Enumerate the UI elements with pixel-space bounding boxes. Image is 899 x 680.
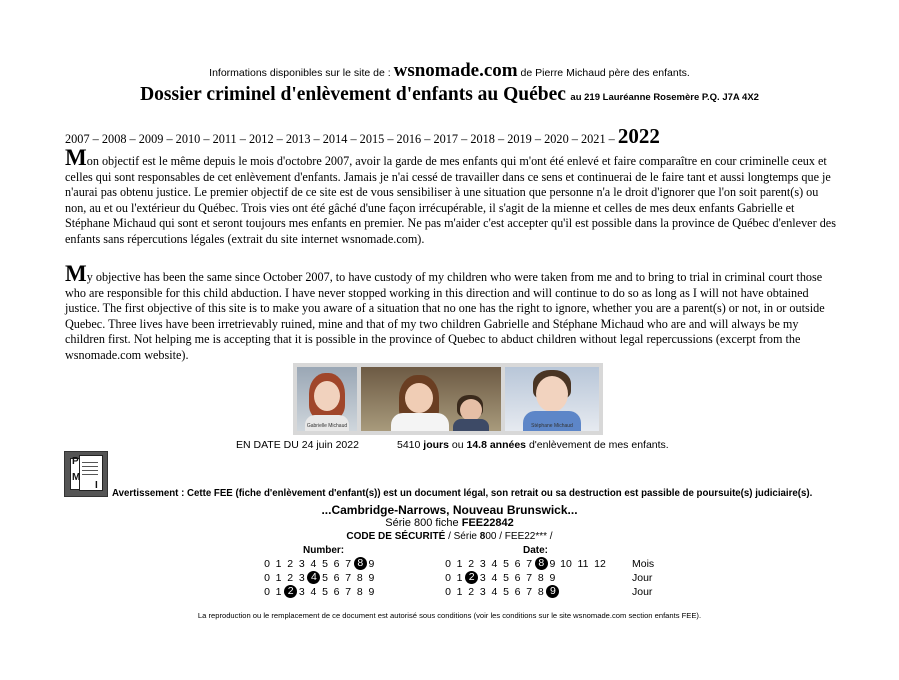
date-digit-selected: 8 [535,557,548,570]
duration-suffix: d'enlèvement de mes enfants. [528,439,669,451]
logo-letter-m: M [72,472,81,483]
days-label: jours [423,439,449,451]
date-digit: 8 [537,572,544,584]
number-digit: 3 [298,586,305,598]
date-digit: 2 [468,586,475,598]
date-digit: 11 [577,558,589,570]
date-digit: 6 [514,558,521,570]
title-line [0,84,899,106]
dropcap-french: M [65,145,87,170]
date-digit: 5 [503,586,509,598]
dropcap-english: M [65,261,87,286]
address: au 219 Lauréanne Rosemère P.Q. J7A 4X2 [570,92,759,103]
number-digit: 8 [356,572,363,584]
date-digit: 0 [445,558,451,570]
date-digit: 7 [526,572,533,584]
site-name: wsnomade.com [393,60,518,81]
photo-stephane [505,367,599,431]
date-digit: 4 [491,572,498,584]
years-line [65,124,660,149]
photo-group [361,367,501,431]
date-digit: 6 [514,586,521,598]
number-digit: 5 [322,558,328,570]
number-digit: 3 [298,558,305,570]
number-digit: 4 [310,558,317,570]
number-digit: 9 [368,572,375,584]
years-list: 2007 – 2008 – 2009 – 2010 – 2011 – 2012 – 2013 – 2014 – 2015 – 2016 – 2017 – 2018 – 2019 – 2020 – 2021 – [65,132,615,146]
status-date: EN DATE DU 24 juin 2022 [236,439,359,451]
number-digit: 6 [333,558,340,570]
number-digit: 9 [368,586,375,598]
number-digit: 1 [275,572,282,584]
info-line [0,60,899,82]
date-digit: 3 [479,572,486,584]
location: ...Cambridge-Narrows, Nouveau Brunswick... [321,503,578,517]
number-digit: 0 [264,558,270,570]
date-digit: 9 [549,558,556,570]
paragraph-english-text: y objective has been the same since October 2007, to have custody of my children who were taken from me and to bring to trial in criminal court those who are responsible for this child abduction. I have never stopped working in this direction and will continue to do so as long as I will not have obtained justice. The first objective of this site is to make you aware of a situation that no one has the right to ignore, whether you are a parent(s) or not, in or outside Quebec. Three lives have been irretrievably ruined, mine and that of my two children Gabrielle and Stéphane Michaud who are and will always be my children first. Not helping me is accepting that it is possible in the province of Quebec to abduct children without legal repercussions (excerpt from the wsnomade.com website). [65,270,825,362]
security-code-line [0,531,899,542]
number-digit: 4 [310,586,317,598]
number-digit: 1 [275,586,282,598]
date-digit: 4 [491,586,498,598]
number-digit: 5 [322,586,328,598]
date-digit: 1 [456,586,463,598]
number-digit: 0 [264,586,270,598]
date-digit: 12 [594,558,606,570]
caption-gabrielle: Gabrielle Michaud [306,423,348,429]
date-digit: 7 [526,558,533,570]
number-digit-selected: 8 [354,557,367,570]
paragraph-french-text: on objectif est le même depuis le mois d'octobre 2007, avoir la garde de mes enfants qui m'ont été enlevé et faire comparaître en cour criminelle ceux et celles qui sont responsables de cet enlèvement d'enfants. Jamais je n'ai cessé de travailler dans ce sens et continuerai de le faire tant et aussi longtemps que je n'aurai pas obtenu justice. Le premier objectif de ce site est de vous sensibiliser à une situation que personne n'a le droit d'ignorer que l'on soit parent(s) ou non, au et ou l'extérieur du Québec. Trois vies ont été gâché d'une façon irrécupérable, il s'agit de la mienne et celles de mes deux enfants Gabrielle et Stéphane Michaud qui sont et seront toujours mes enfants en premier. Ne pas m'aider c'est accepter qu'il est possible dans la province de Québec d'enlever des enfants sans répercutions légales (extrait du site internet wsnomade.com). [65,154,836,246]
date-digit: 9 [549,572,556,584]
number-digit: 6 [333,572,340,584]
number-digit: 7 [345,572,352,584]
date-digit: 5 [503,558,509,570]
number-digit-selected: 4 [307,571,320,584]
number-digit: 8 [356,586,363,598]
number-digit: 9 [368,558,375,570]
number-digit: 1 [275,558,282,570]
number-digit: 2 [287,558,294,570]
date-digit: 0 [445,586,451,598]
or-word: ou [451,439,464,451]
number-digit-selected: 2 [284,585,297,598]
security-label: CODE DE SÉCURITÉ [346,531,446,542]
security-rest2: 00 / FEE22*** / [485,531,553,542]
number-digit: 5 [322,572,328,584]
paragraph-english [65,261,837,363]
date-row-label: Jour [632,572,653,584]
logo-letter-i: I [95,480,98,491]
footer-note: La reproduction ou le remplacement de ce document est autorisé sous conditions (voir les conditions sur le site wsnomade.com section enfants FEE). [197,611,702,620]
date-digit: 3 [479,586,486,598]
number-digit: 6 [333,586,340,598]
security-rest: / Série [448,531,477,542]
info-prefix: Informations disponibles sur le site de : [209,67,391,79]
date-digit: 2 [468,558,475,570]
date-digit: 10 [560,558,572,570]
number-digit: 3 [298,572,305,584]
number-label: Number: [303,545,345,556]
serie-line [0,517,899,529]
number-digit: 2 [287,572,294,584]
current-year: 2022 [617,124,660,148]
info-suffix: de Pierre Michaud père des enfants. [520,67,690,79]
serie-code: FEE22842 [461,517,514,529]
years-count: 14.8 années [466,439,527,451]
number-digit: 0 [264,572,270,584]
days-count: 5410 [397,439,421,451]
date-digit: 0 [445,572,451,584]
date-digit: 4 [491,558,498,570]
date-label: Date: [523,545,549,556]
date-digit-selected: 9 [546,585,559,598]
number-digit: 7 [345,586,352,598]
date-digit: 7 [526,586,533,598]
date-digit: 3 [479,558,486,570]
paragraph-french [65,145,837,247]
date-digit-selected: 2 [465,571,478,584]
number-digit: 7 [345,558,352,570]
date-row-label: Mois [632,558,655,570]
date-digit: 6 [514,572,521,584]
serie-prefix: Série 800 fiche [385,517,459,529]
date-digit: 1 [456,572,463,584]
pmi-logo-icon [64,451,108,497]
status-duration [397,439,669,451]
legal-warning: Avertissement : Cette FEE (fiche d'enlèvement d'enfant(s)) est un document légal, son retrait ou sa destruction est passible de poursuite(s) judiciaire(s). [112,488,813,499]
date-digit: 8 [537,586,544,598]
date-digit: 1 [456,558,463,570]
children-photo [293,363,603,435]
page-title: Dossier criminel d'enlèvement d'enfants au Québec [140,84,566,105]
security-bold8: 8 [479,531,486,542]
date-digit: 5 [503,572,509,584]
photo-gabrielle [297,367,357,431]
caption-stephane: Stéphane Michaud [531,423,573,429]
date-row-label: Jour [632,586,653,598]
logo-letter-p: P [72,456,79,467]
